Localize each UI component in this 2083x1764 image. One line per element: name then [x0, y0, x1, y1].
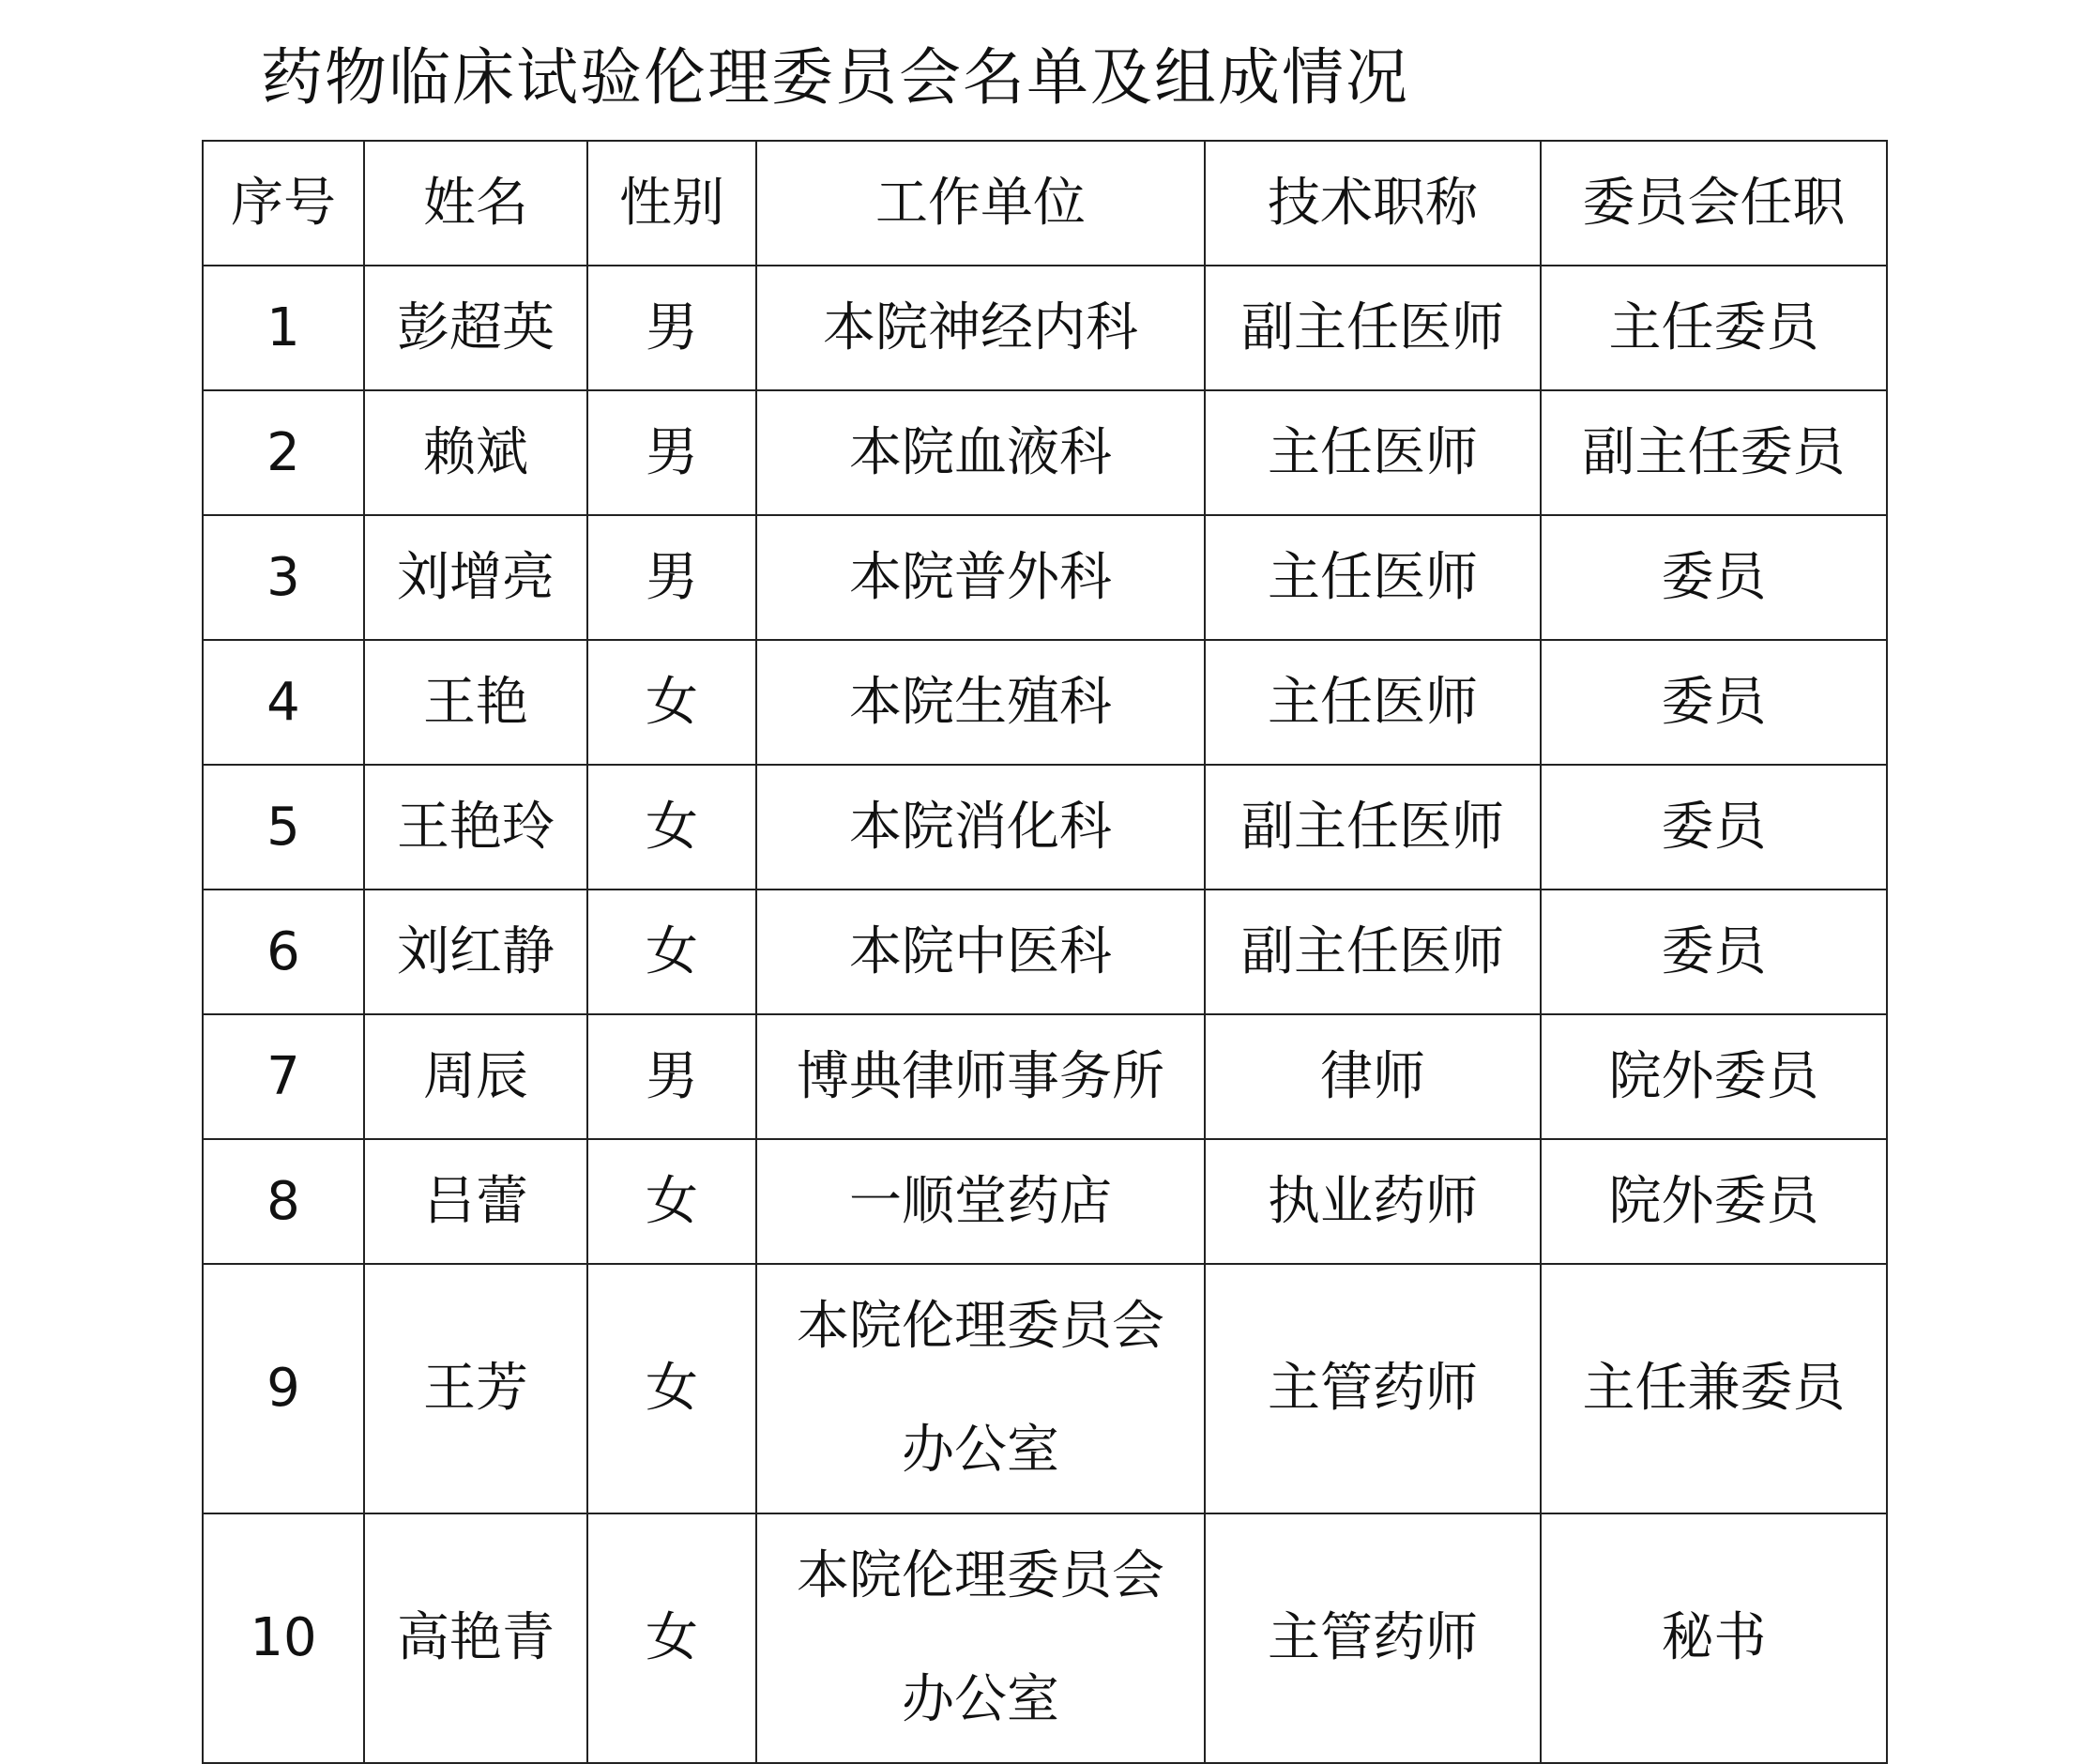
- table-row: [203, 1513, 1887, 1763]
- cell-unit: [756, 390, 1205, 515]
- cell-role: 院外委员: [1541, 1014, 1887, 1139]
- cell-role: 委员: [1541, 890, 1887, 1014]
- cell-name: 周辰: [364, 1014, 587, 1139]
- cell-unit-line: 本院神经内科: [823, 297, 1138, 358]
- committee-roster-table: [202, 140, 1888, 1764]
- cell-seq: 8: [203, 1139, 364, 1264]
- table-row: [203, 765, 1887, 890]
- table-row: [203, 390, 1887, 515]
- table-row: [203, 1139, 1887, 1264]
- header-name: 姓名: [364, 141, 587, 266]
- cell-unit: [756, 1513, 1205, 1763]
- table-row: [203, 1264, 1887, 1513]
- cell-title: 律师: [1205, 1014, 1541, 1139]
- cell-unit: [756, 890, 1205, 1014]
- cell-name: 高艳青: [364, 1513, 587, 1763]
- cell-unit-line: 本院生殖科: [849, 671, 1112, 733]
- cell-role: 主任委员: [1541, 266, 1887, 390]
- cell-unit-line: 本院消化科: [849, 796, 1112, 858]
- table-row: [203, 515, 1887, 640]
- cell-seq: 7: [203, 1014, 364, 1139]
- cell-role: 委员: [1541, 640, 1887, 765]
- cell-unit: [756, 1264, 1205, 1513]
- cell-seq: 3: [203, 515, 364, 640]
- table-row: [203, 266, 1887, 390]
- cell-gender: 女: [587, 1513, 756, 1763]
- cell-unit-line: 办公室: [902, 1420, 1059, 1481]
- cell-unit-line: 本院伦理委员会: [797, 1296, 1164, 1357]
- cell-role: 主任兼委员: [1541, 1264, 1887, 1513]
- cell-name: 刘红静: [364, 890, 587, 1014]
- cell-seq: 6: [203, 890, 364, 1014]
- cell-gender: 男: [587, 390, 756, 515]
- cell-gender: 女: [587, 890, 756, 1014]
- cell-role: 院外委员: [1541, 1139, 1887, 1264]
- cell-title: 副主任医师: [1205, 266, 1541, 390]
- cell-gender: 男: [587, 1014, 756, 1139]
- cell-unit: [756, 1014, 1205, 1139]
- header-gender: 性别: [587, 141, 756, 266]
- cell-unit-line: 博典律师事务所: [797, 1045, 1164, 1107]
- table-row: [203, 890, 1887, 1014]
- cell-unit: [756, 515, 1205, 640]
- cell-title: 主任医师: [1205, 390, 1541, 515]
- cell-gender: 女: [587, 640, 756, 765]
- cell-unit: [756, 640, 1205, 765]
- header-seq: 序号: [203, 141, 364, 266]
- cell-role: 委员: [1541, 765, 1887, 890]
- table-row: [203, 640, 1887, 765]
- cell-name: 赖斌: [364, 390, 587, 515]
- cell-title: 主管药师: [1205, 1264, 1541, 1513]
- cell-role: 委员: [1541, 515, 1887, 640]
- cell-title: 副主任医师: [1205, 890, 1541, 1014]
- cell-unit-line: 本院中医科: [849, 920, 1112, 982]
- cell-name: 刘增亮: [364, 515, 587, 640]
- cell-role: 副主任委员: [1541, 390, 1887, 515]
- cell-unit-line: 本院普外科: [849, 546, 1112, 608]
- cell-unit: [756, 266, 1205, 390]
- cell-name: 王艳: [364, 640, 587, 765]
- cell-title: 主任医师: [1205, 515, 1541, 640]
- cell-name: 彭超英: [364, 266, 587, 390]
- cell-gender: 女: [587, 1139, 756, 1264]
- cell-role: 秘书: [1541, 1513, 1887, 1763]
- cell-seq: 5: [203, 765, 364, 890]
- cell-gender: 女: [587, 1264, 756, 1513]
- cell-seq: 4: [203, 640, 364, 765]
- table-body: [203, 266, 1887, 1763]
- cell-title: 主任医师: [1205, 640, 1541, 765]
- table-header-row: [203, 141, 1887, 266]
- cell-gender: 男: [587, 515, 756, 640]
- cell-unit-line: 本院伦理委员会: [797, 1545, 1164, 1606]
- cell-unit-line: 一顺堂药店: [849, 1170, 1112, 1232]
- cell-title: 副主任医师: [1205, 765, 1541, 890]
- cell-gender: 女: [587, 765, 756, 890]
- header-unit: 工作单位: [756, 141, 1205, 266]
- cell-unit-line: 办公室: [902, 1669, 1059, 1730]
- cell-unit: [756, 1139, 1205, 1264]
- cell-name: 吕蕾: [364, 1139, 587, 1264]
- cell-unit-line: 本院血液科: [849, 421, 1112, 483]
- cell-name: 王艳玲: [364, 765, 587, 890]
- cell-seq: 2: [203, 390, 364, 515]
- cell-seq: 9: [203, 1264, 364, 1513]
- cell-name: 王芳: [364, 1264, 587, 1513]
- cell-seq: 10: [203, 1513, 364, 1763]
- cell-title: 执业药师: [1205, 1139, 1541, 1264]
- cell-title: 主管药师: [1205, 1513, 1541, 1763]
- header-role: 委员会任职: [1541, 141, 1887, 266]
- header-title: 技术职称: [1205, 141, 1541, 266]
- table-row: [203, 1014, 1887, 1139]
- cell-gender: 男: [587, 266, 756, 390]
- cell-seq: 1: [203, 266, 364, 390]
- cell-unit: [756, 765, 1205, 890]
- page-title: 药物临床试验伦理委员会名单及组成情况: [261, 41, 1409, 114]
